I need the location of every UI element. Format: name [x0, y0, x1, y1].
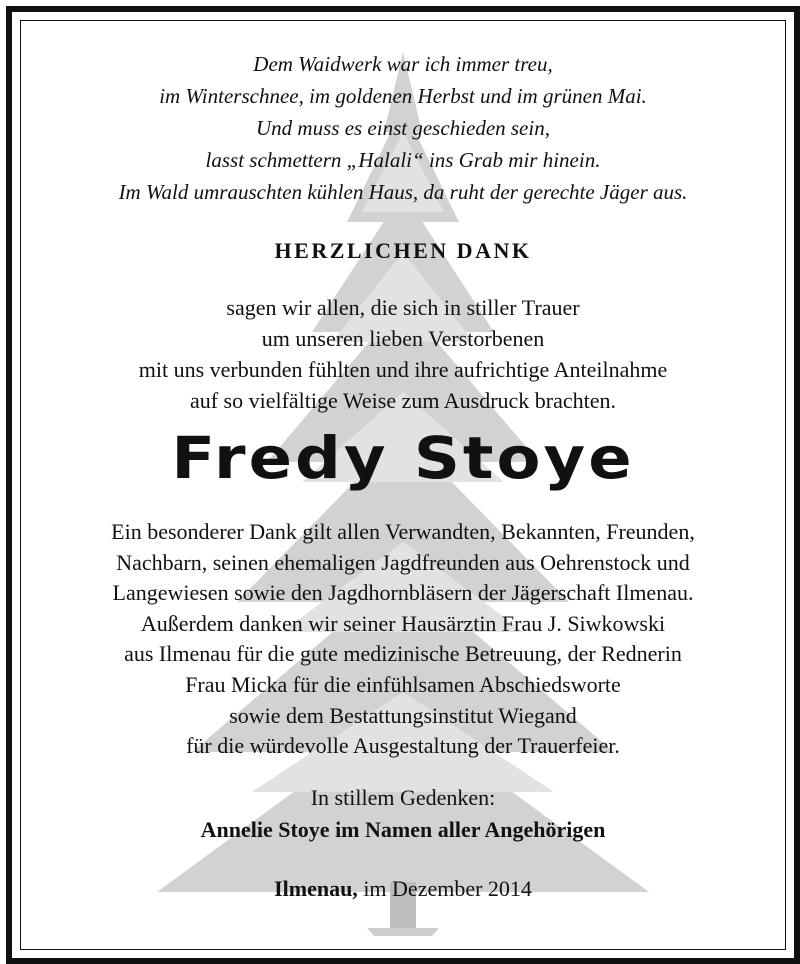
special-thanks-line: Ein besonderer Dank gilt allen Verwandten, Bekannten, Freunden, [111, 519, 695, 544]
special-thanks-line: Langewiesen sowie den Jagdhornbläsern der Jägerschaft Ilmenau. [112, 580, 694, 606]
poem [12, 48, 794, 208]
remembrance-text: In stillem Gedenken: [310, 785, 496, 810]
obituary-frame [6, 6, 800, 964]
thanks-heading: HERZLICHEN DANK [274, 238, 532, 263]
signer-name: Annelie Stoye im Namen aller Angehörigen [200, 817, 606, 842]
poem-line: Im Wald umrauschten kühlen Haus, da ruht der gerechte Jäger aus. [118, 180, 688, 204]
special-thanks-line: Frau Micka für die einfühlsamen Abschiedsworte [185, 671, 621, 697]
special-thanks-line: Nachbarn, seinen ehemaligen Jagdfreunden aus Oehrenstock und [116, 549, 690, 575]
thanks-line: um unseren lieben Verstorbenen [261, 326, 545, 351]
thanks-line: mit uns verbunden fühlten und ihre aufrichtige Anteilnahme [138, 357, 668, 382]
special-thanks-paragraph [12, 517, 794, 762]
poem-line: Dem Waidwerk war ich immer treu, [253, 52, 553, 76]
place-date [12, 876, 794, 902]
poem-line: lasst schmettern „Halali“ ins Grab mir hinein. [205, 148, 601, 172]
deceased-name: Fredy Stoye [171, 425, 635, 493]
thanks-line: sagen wir allen, die sich in stiller Trauer [226, 295, 580, 320]
special-thanks-line: für die würdevolle Ausgestaltung der Trauerfeier. [186, 733, 620, 759]
special-thanks-line: sowie dem Bestattungsinstitut Wiegand [229, 702, 577, 728]
thanks-paragraph [12, 292, 794, 416]
poem-line: im Winterschnee, im goldenen Herbst und im grünen Mai. [159, 84, 647, 108]
thanks-line: auf so vielfältige Weise zum Ausdruck brachten. [189, 388, 617, 413]
remembrance-block [12, 782, 794, 846]
special-thanks-line: aus Ilmenau für die gute medizinische Betreuung, der Rednerin [124, 641, 682, 667]
poem-line: Und muss es einst geschieden sein, [256, 116, 550, 140]
obituary-content [12, 12, 794, 958]
place-name: Ilmenau, [274, 876, 358, 901]
date-text: im Dezember 2014 [363, 876, 532, 901]
special-thanks-line: Außerdem danken wir seiner Hausärztin Frau J. Siwkowski [140, 610, 666, 636]
